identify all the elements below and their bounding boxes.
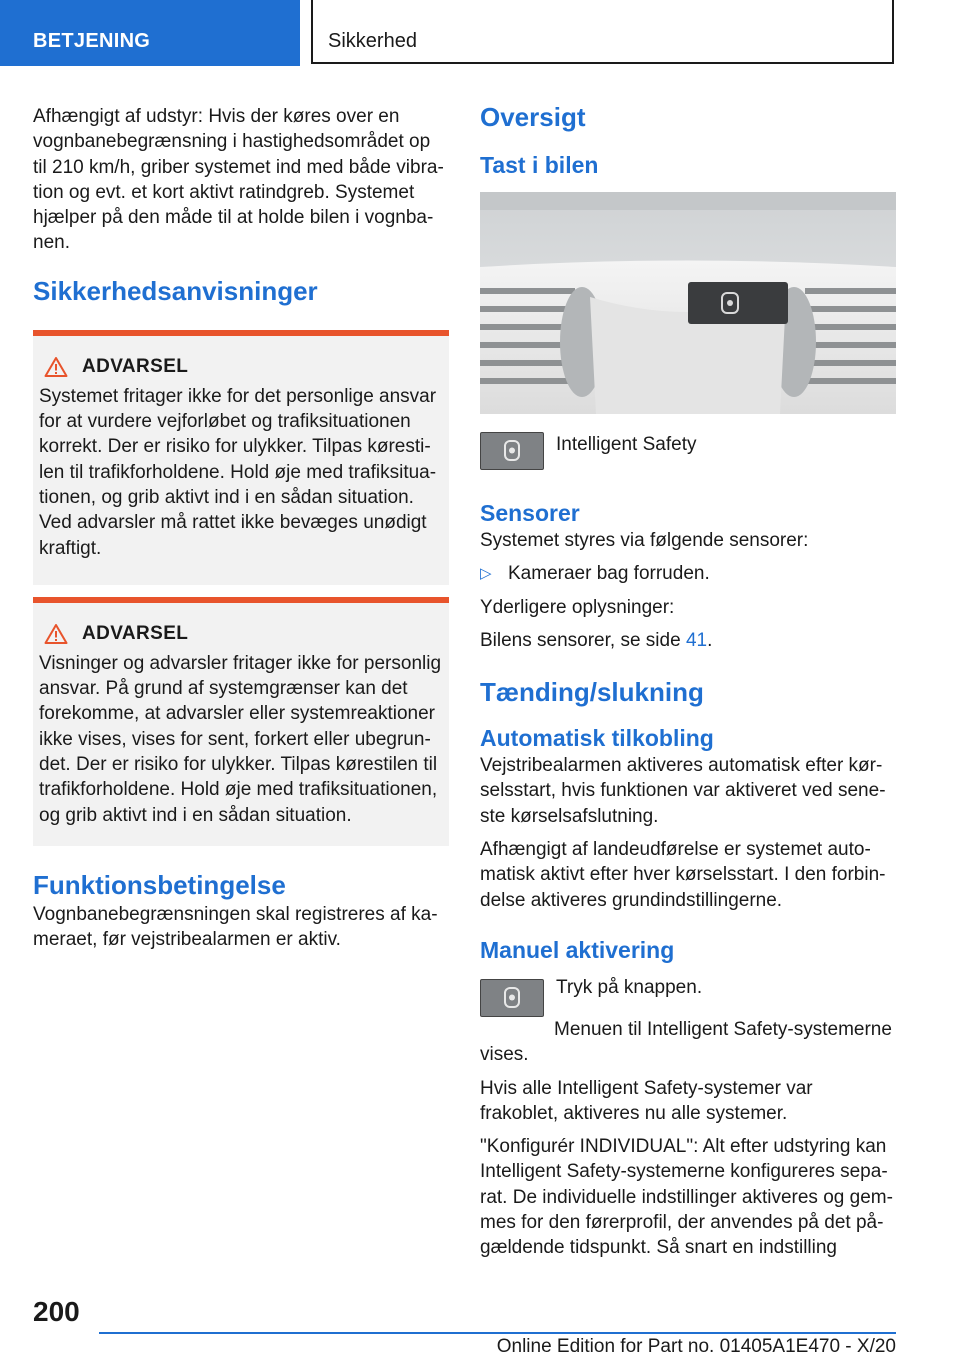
more-info-label: Yderligere oplysninger: [480,596,675,618]
intelligent-safety-button-icon [480,432,544,470]
manual-step-text: Tryk på knappen. [556,976,703,998]
warning-box-1 [33,330,449,585]
intro-paragraph: Afhængigt af udstyr: Hvis der køres over en vognbanebegrænsning i hastighedsområdet op til 210 km/h, griber systemet ind med både vibration og evt. et kort aktivt ratindgreb. Systemet hjælper på den måde til at holde bilen i vognbanen. [33,106,444,254]
on-off-heading: Tænding/slukning [480,677,704,708]
button-legend [480,432,896,470]
sensors-ref-text: Bilens sensorer, se side [480,629,686,651]
sensors-intro: Systemet styres via følgende sensorer: [480,530,809,551]
header-section-tab [0,0,300,66]
auto-paragraph-2: Afhængigt af landeudførelse er systemet automatisk aktivt efter hver kørselsstart. I den forbindelse aktiveres grundindstillingerne. [480,839,886,911]
header-chapter-box [311,0,894,64]
sensors-reference [480,628,896,653]
page-number: 200 [33,1296,80,1327]
footer-rule [99,1332,896,1334]
sensor-list-item [480,561,896,594]
header-section-label: BETJENING [33,30,151,52]
function-condition-heading: Funktionsbetingelse [33,869,286,900]
dashboard-image [480,192,896,414]
left-column [33,104,449,961]
warning-text: Visninger og advarsler fritager ikke for personlig ansvar. På grund af systemgrænser kan det forekomme, at advarsler eller systemreaktioner ikke vises, vises for sent, forkert eller ubegrundet. Der er risiko for ulykker. Tilpas kørestilen til trafikforholdene. Hold øje med trafiksituationen, og grib aktivt ind i en sådan situation. [39,652,442,826]
bullet-triangle-icon: ▷ [480,565,492,583]
button-photo [480,192,896,414]
sensors-heading: Sensorer [480,500,580,526]
function-condition-text: Vognbanebegrænsningen skal registreres af kameraet, før vejstribealarmen er aktiv. [33,903,438,951]
warning-text: Systemet fritager ikke for det personlige ansvar for at vurdere vejforløbet og trafiksituationen korrekt. Der er risiko for ulykker. Tilpas kørestilen til trafikforholdene. Hold øje med trafiksituationen, og grib aktivt ind i en sådan situation. Ved advarsler må rattet ikke bevæges unødigt kraftigt. [39,385,437,559]
auto-paragraph-1: Vejstribealarmen aktiveres automatisk efter kørselsstart, hvis funktionen var aktiveret ved seneste kørselsafslutning. [480,755,886,827]
right-column [480,100,896,1269]
header-chapter-label: Sikkerhed [328,30,417,52]
manual-step [480,975,896,1017]
manual-activation-heading: Manuel aktivering [480,936,675,963]
button-heading: Tast i bilen [480,152,599,178]
overview-heading: Oversigt [480,102,586,132]
manual-result-text: Menuen til Intelligent Safety-systemerne vises. [480,1018,892,1066]
sensor-item-text: Kameraer bag forruden. [508,563,710,585]
safety-heading: Sikkerhedsanvisninger [33,275,318,306]
warning-title: ADVARSEL [82,622,189,644]
intelligent-safety-button-icon [480,979,544,1017]
footer-edition: Online Edition for Part no. 01405A1E470 - X/20 [496,1336,896,1357]
manual-paragraph-1: Hvis alle Intelligent Safety-systemer var frakoblet, aktiveres nu alle systemer. [480,1077,813,1124]
warning-box-2 [33,597,449,846]
warning-title: ADVARSEL [82,355,189,377]
auto-activation-heading: Automatisk tilkobling [480,725,714,752]
warning-triangle-icon [44,623,68,645]
button-caption: Intelligent Safety [556,434,697,455]
page-41-link[interactable]: 41 [685,629,708,651]
manual-paragraph-2: "Konfigurér INDIVIDUAL": Alt efter udstyring kan Intelligent Safety-systemerne konfigureres separat. De individuelle indstillinger aktiveres og gemmes for den førerprofil, der anvendes på det pågældende tidspunkt. Så snart en indstilling [480,1136,893,1259]
warning-triangle-icon [44,356,68,378]
sensors-ref-end: . [707,629,713,651]
